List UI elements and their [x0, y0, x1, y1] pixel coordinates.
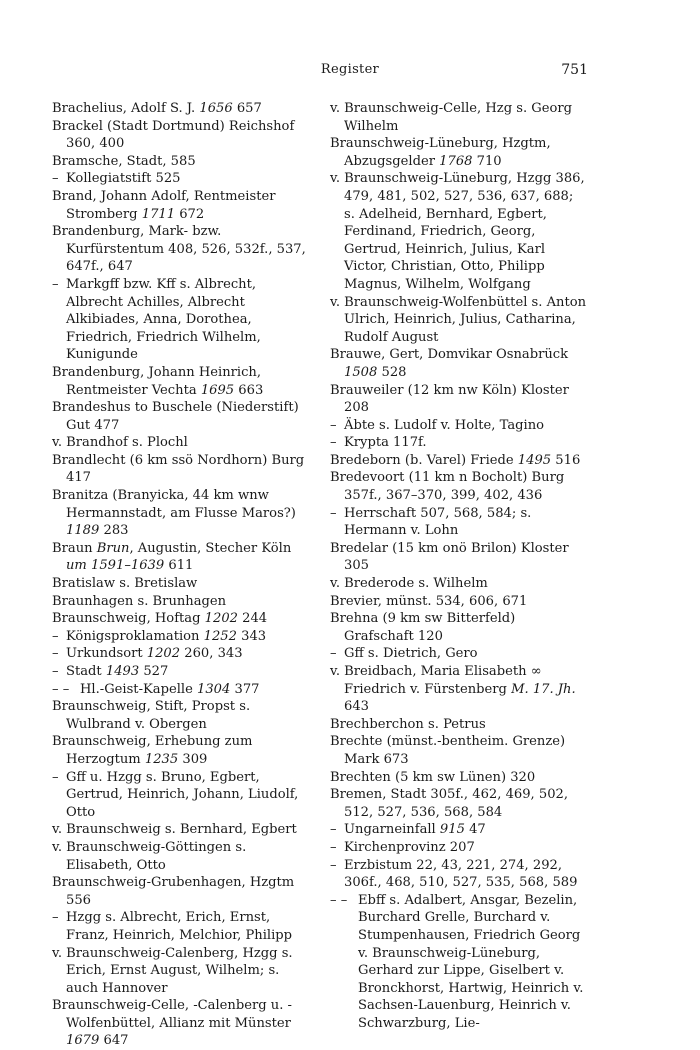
entry-year: 1495	[517, 452, 552, 468]
entry-year: 1695	[200, 382, 235, 398]
entry-year: 1493	[105, 664, 140, 679]
index-entry	[52, 100, 309, 118]
index-entry	[52, 452, 309, 487]
entry-pages: , Augustin, Stecher Köln	[129, 540, 292, 556]
index-entry	[330, 469, 587, 504]
subentry-dash: –	[330, 857, 337, 873]
index-entry	[52, 575, 309, 593]
entry-text: Brechten (5 km sw Lünen) 320	[330, 769, 536, 785]
index-entry	[52, 170, 309, 188]
index-entry	[52, 628, 309, 646]
entry-text: Brauweiler (12 km nw Köln) Kloster 208	[330, 382, 569, 416]
index-entry	[52, 663, 309, 681]
subentry-dash: –	[330, 822, 337, 838]
index-entry	[52, 681, 309, 699]
index-entry	[52, 909, 309, 944]
entry-year: 915	[439, 822, 465, 838]
index-entry	[52, 645, 309, 663]
entry-text: Braunschweig-Grubenhagen, Hzgtm 556	[52, 875, 295, 908]
subentry-dash: –	[52, 276, 59, 292]
entry-text: Ebff s. Adalbert, Ansgar, Bezelin, Burchard Grelle, Burchard v. Stumpenhausen, Friedrich Georg v. Braunschweig-Lüneburg, Gerhard zur Lippe, Giselbert v. Bronckhorst, Hartwig, Heinrich v. Sachsen-Lauenburg, Heinrich v. Schwarzburg, Lie-	[358, 892, 584, 1031]
index-entry	[52, 118, 309, 153]
subentry-dash: –	[330, 417, 337, 433]
index-entry	[52, 945, 309, 998]
entry-text: Erzbistum 22, 43, 221, 274, 292, 306f., 468, 510, 527, 535, 568, 589	[344, 857, 578, 891]
entry-pages: 343	[236, 628, 267, 644]
index-entry	[330, 892, 587, 1033]
entry-year: Brun	[96, 540, 130, 556]
index-entry	[330, 294, 587, 347]
entry-text: v. Braunschweig-Göttingen s. Elisabeth, Otto	[52, 839, 247, 873]
entry-year: 1679	[66, 1033, 100, 1049]
entry-text: Krypta 117f.	[344, 435, 427, 451]
entry-year: 1768	[439, 153, 473, 169]
subentry-dash: –	[330, 839, 337, 855]
index-entry	[52, 839, 309, 874]
subentry-dash: –	[330, 646, 337, 662]
index-entry	[330, 417, 587, 435]
index-entry	[330, 786, 587, 821]
entry-pages: 710	[472, 153, 502, 169]
index-entry	[52, 188, 309, 223]
entry-pages: 647	[99, 1033, 129, 1049]
entry-pages: 663	[234, 382, 264, 398]
entry-text: Bredelar (15 km onö Brilon) Kloster 305	[330, 540, 569, 574]
entry-text: Bremen, Stadt 305f., 462, 469, 502, 512, 527, 536, 568, 584	[330, 787, 569, 820]
index-entry	[52, 733, 309, 768]
entry-text: Brevier, münst. 534, 606, 671	[330, 593, 528, 609]
subentry-dash: –	[52, 628, 59, 644]
entry-text: Markgff bzw. Kff s. Albrecht, Albrecht Achilles, Albrecht Alkibiades, Anna, Dorothea, Friedrich, Friedrich Wilhelm, Kunigunde	[66, 276, 261, 363]
index-entry	[52, 364, 309, 399]
subentry-dash: – –	[330, 892, 348, 908]
entry-pages: 377	[230, 681, 260, 697]
entry-year: 1656	[199, 101, 233, 116]
index-column-right	[330, 100, 587, 1032]
entry-text: Brandenburg, Johann Heinrich, Rentmeister Vechta	[52, 364, 262, 398]
entry-text: Ungarneinfall	[344, 822, 440, 838]
entry-text: v. Braunschweig-Celle, Hzg s. Georg Wilhelm	[330, 101, 573, 134]
entry-pages: 527	[139, 664, 169, 679]
entry-text: Bratislaw s. Bretislaw	[52, 576, 198, 592]
entry-text: Hzgg s. Albrecht, Erich, Ernst, Franz, Heinrich, Melchior, Philipp	[66, 910, 293, 943]
index-entry	[52, 276, 309, 364]
entry-text: Braunschweig, Erhebung zum Herzogtum	[52, 734, 253, 767]
entry-text: Braunschweig-Lüneburg, Hzgtm, Abzugsgelder	[330, 136, 551, 169]
entry-pages: 672	[175, 206, 205, 222]
entry-text: Gff u. Hzgg s. Bruno, Egbert, Gertrud, Heinrich, Johann, Liudolf, Otto	[66, 769, 299, 820]
entry-text: Bredeborn (b. Varel) Friede	[330, 452, 518, 468]
entry-year: 1711	[141, 206, 176, 222]
entry-text: Brachelius, Adolf S. J.	[52, 101, 200, 116]
subentry-dash: – –	[52, 681, 70, 697]
index-entry	[330, 610, 587, 645]
subentry-dash: –	[52, 664, 59, 679]
entry-year: 1202	[204, 611, 238, 627]
entry-text: v. Braunschweig-Wolfenbüttel s. Anton Ulrich, Heinrich, Julius, Catharina, Rudolf August	[330, 294, 587, 345]
entry-pages: 516	[551, 452, 581, 468]
entry-text: Äbte s. Ludolf v. Holte, Tagino	[344, 417, 545, 433]
index-entry	[330, 434, 587, 452]
entry-pages: 47	[464, 822, 486, 838]
entry-text: Brehna (9 km sw Bitterfeld) Grafschaft 120	[330, 611, 516, 644]
entry-text: Brackel (Stadt Dortmund) Reichshof 360, 400	[52, 118, 295, 152]
entry-text: Brandenburg, Mark- bzw. Kurfürstentum 408, 526, 532f., 537, 647f., 647	[52, 224, 306, 275]
subentry-dash: –	[330, 435, 337, 451]
entry-pages: 611	[164, 558, 194, 574]
index-entry	[52, 997, 309, 1050]
index-entry	[330, 170, 587, 293]
entry-text: Braunschweig-Celle, -Calenberg u. -Wolfenbüttel, Allianz mit Münster	[52, 998, 292, 1031]
index-entry	[330, 663, 587, 716]
index-entry	[330, 540, 587, 575]
index-entry	[52, 540, 309, 575]
entry-text: Königsproklamation	[66, 628, 204, 644]
entry-text: v. Braunschweig-Lüneburg, Hzgg 386, 479, 481, 502, 527, 536, 637, 688; s. Adelheid, Bernhard, Egbert, Ferdinand, Friedrich, Georg, Gertrud, Heinrich, Julius, Karl Victor, Christian, Otto, Philipp Magnus, Wilhelm, Wolfgang	[330, 171, 585, 292]
entry-text: Brandeshus to Buschele (Niederstift) Gut 477	[52, 400, 299, 433]
subentry-dash: –	[52, 171, 59, 187]
index-entry	[330, 839, 587, 857]
index-entry	[52, 487, 309, 540]
index-entry	[52, 153, 309, 171]
entry-text: Brauwe, Gert, Domvikar Osnabrück	[330, 347, 569, 363]
index-entry	[330, 135, 587, 170]
index-entry	[330, 769, 587, 787]
entry-text: Hl.-Geist-Kapelle	[80, 681, 197, 697]
entry-text: Brechte (münst.-bentheim. Grenze) Mark 673	[330, 734, 566, 767]
entry-pages: 260, 343	[180, 646, 243, 662]
index-entry	[330, 733, 587, 768]
index-entry	[52, 434, 309, 452]
entry-text: Braunhagen s. Brunhagen	[52, 593, 227, 609]
index-entry	[330, 452, 587, 470]
index-entry	[330, 100, 587, 135]
entry-text: Branitza (Branyicka, 44 km wnw Hermannstadt, am Flusse Maros?)	[52, 488, 296, 521]
index-entry	[330, 821, 587, 839]
entry-text: Urkundsort	[66, 646, 147, 662]
entry-text: Bredevoort (11 km n Bocholt) Burg 357f., 367–370, 399, 402, 436	[330, 470, 565, 504]
entry-text: Brand, Johann Adolf, Rentmeister Stromberg	[52, 188, 276, 222]
entry-text: Braunschweig, Hoftag	[52, 611, 205, 627]
entry-pages: 309	[178, 751, 208, 767]
index-entry	[52, 698, 309, 733]
index-entry	[52, 593, 309, 611]
index-entry	[52, 610, 309, 628]
entry-text: Herrschaft 507, 568, 584; s. Hermann v. Lohn	[344, 505, 532, 539]
index-entry	[330, 857, 587, 892]
entry-year: M. 17. Jh.	[511, 681, 576, 697]
page-number: 751	[561, 62, 588, 78]
index-entry	[52, 874, 309, 909]
subentry-dash: –	[52, 769, 59, 785]
entry-year: 1508	[344, 364, 378, 380]
index-entry	[52, 821, 309, 839]
entry-text: Bramsche, Stadt, 585	[52, 153, 196, 169]
subentry-dash: –	[52, 910, 59, 926]
entry-pages: 283	[99, 523, 129, 539]
subentry-dash: –	[52, 646, 59, 662]
entry-year: 1235	[144, 751, 179, 767]
entry-text: v. Breidbach, Maria Elisabeth ∞ Friedrich v. Fürstenberg	[330, 664, 542, 697]
entry-text: v. Brandhof s. Plochl	[52, 435, 188, 451]
entry-text: v. Braunschweig-Calenberg, Hzgg s. Erich, Ernst August, Wilhelm; s. auch Hannover	[52, 945, 293, 996]
index-entry	[330, 645, 587, 663]
entry-text: Kirchenprovinz 207	[344, 839, 475, 855]
subentry-dash: –	[330, 505, 337, 521]
index-entry	[330, 593, 587, 611]
index-entry	[52, 769, 309, 822]
entry-pages: 643	[344, 699, 369, 715]
entry-year: 1189	[66, 523, 100, 539]
entry-text: Gff s. Dietrich, Gero	[344, 646, 478, 662]
entry-text: Stadt	[66, 664, 106, 679]
entry-year: 1304	[197, 681, 231, 697]
index-entry	[52, 399, 309, 434]
entry-year: 1252	[203, 628, 237, 644]
index-entry	[330, 716, 587, 734]
index-entry	[330, 505, 587, 540]
entry-text: v. Braunschweig s. Bernhard, Egbert	[52, 822, 297, 838]
entry-text: Braun	[52, 540, 97, 556]
index-entry	[52, 223, 309, 276]
entry-text: Kollegiatstift 525	[66, 171, 181, 187]
running-head: Register	[320, 62, 380, 77]
entry-text: v. Brederode s. Wilhelm	[330, 576, 488, 592]
index-entry	[330, 382, 587, 417]
entry-text: Brechberchon s. Petrus	[330, 716, 486, 732]
index-column-left	[52, 100, 309, 1050]
entry-text: Braunschweig, Stift, Propst s. Wulbrand v. Obergen	[52, 699, 251, 732]
entry-pages: 528	[377, 364, 407, 380]
index-entry	[330, 346, 587, 381]
entry-pages: 244	[237, 611, 268, 627]
index-entry	[330, 575, 587, 593]
entry-year: 1202	[146, 646, 181, 662]
entry-text: Brandlecht (6 km ssö Nordhorn) Burg 417	[52, 452, 305, 486]
entry-pages: 657	[232, 101, 262, 116]
entry-year: um 1591–1639	[66, 558, 165, 574]
